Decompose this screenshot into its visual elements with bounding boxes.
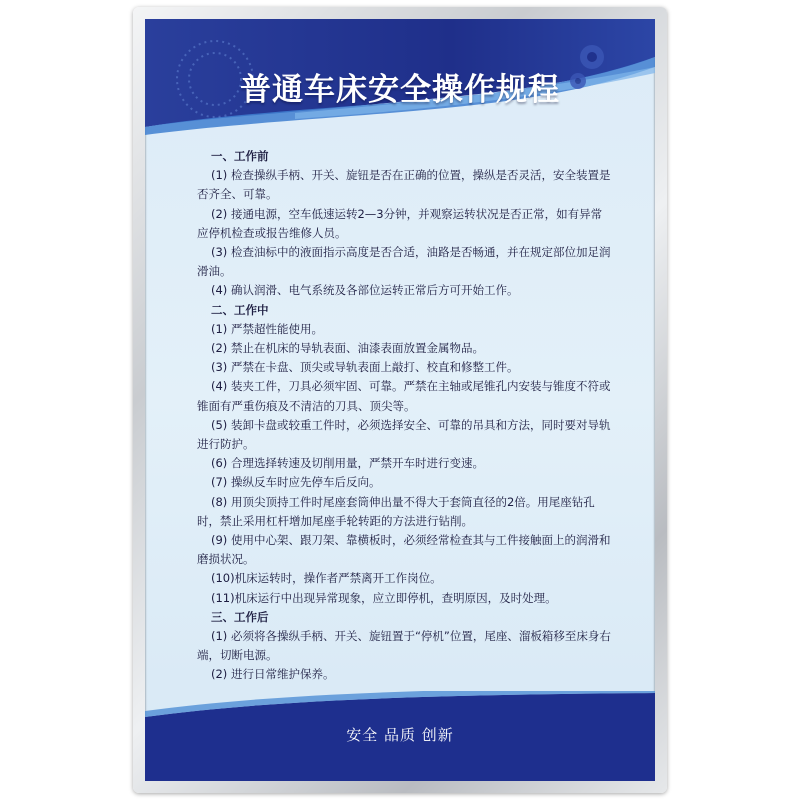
- rule-item: (1) 严禁超性能使用。: [211, 321, 323, 336]
- section-heading: 二、工作中: [211, 302, 269, 317]
- rule-item: (2) 禁止在机床的导轨表面、油漆表面放置金属物品。: [211, 341, 484, 356]
- rule-item: (4) 确认润滑、电气系统及各部位运转正常后方可开始工作。: [211, 283, 519, 298]
- rule-item: (8) 用顶尖顶持工件时尾座套筒伸出量不得大于套筒直径的2倍。用尾座钻孔时，禁止采用杠杆增加尾座手轮转距的方法进行钻削。: [197, 494, 595, 528]
- rule-item: (2) 进行日常维护保养。: [211, 667, 335, 682]
- footer-slogan: 安全 品质 创新: [346, 726, 454, 744]
- rule-item: (6) 合理选择转速及切削用量，严禁开车时进行变速。: [211, 456, 484, 471]
- rule-item: (10)机床运转时，操作者严禁离开工作岗位。: [211, 571, 442, 586]
- rule-item: (1) 必须将各操纵手柄、开关、旋钮置于“停机”位置，尾座、溜板箱移至床身右端，切断电源。: [197, 629, 611, 663]
- rule-item: (1) 检查操纵手柄、开关、旋钮是否在正确的位置，操纵是否灵活，安全装置是否齐全、可靠。: [197, 168, 611, 202]
- rule-item: (3) 严禁在卡盘、顶尖或导轨表面上敲打、校直和修整工件。: [211, 360, 519, 375]
- rule-item: (5) 装卸卡盘或较重工件时，必须选择安全、可靠的吊具和方法，同时要对导轨进行防护。: [197, 417, 611, 452]
- regulations-body: [197, 147, 612, 685]
- rule-item: (3) 检查油标中的液面指示高度是否合适，油路是否畅通，并在规定部位加足润滑油。: [197, 245, 611, 279]
- rule-item: (11)机床运行中出现异常现象，应立即停机，查明原因，及时处理。: [211, 590, 557, 605]
- section-heading: 三、工作后: [211, 609, 269, 624]
- rule-item: (9) 使用中心架、跟刀架、靠横板时，必须经常检查其与工件接触面上的润滑和磨损状况。: [197, 533, 611, 567]
- poster-title: 普通车床安全操作规程: [240, 72, 560, 108]
- poster: [145, 19, 655, 781]
- rule-item: (7) 操纵反车时应先停车后反向。: [211, 475, 381, 490]
- rule-item: (4) 装夹工件，刀具必须牢固、可靠。严禁在主轴或尾锥孔内安装与锥度不符或锥面有严重伤痕及不清洁的刀具、顶尖等。: [197, 379, 611, 413]
- section-heading: 一、工作前: [211, 149, 269, 163]
- rule-item: (2) 接通电源，空车低速运转2—3分钟，并观察运转状况是否正常，如有异常应停机检查或报告维修人员。: [197, 206, 603, 240]
